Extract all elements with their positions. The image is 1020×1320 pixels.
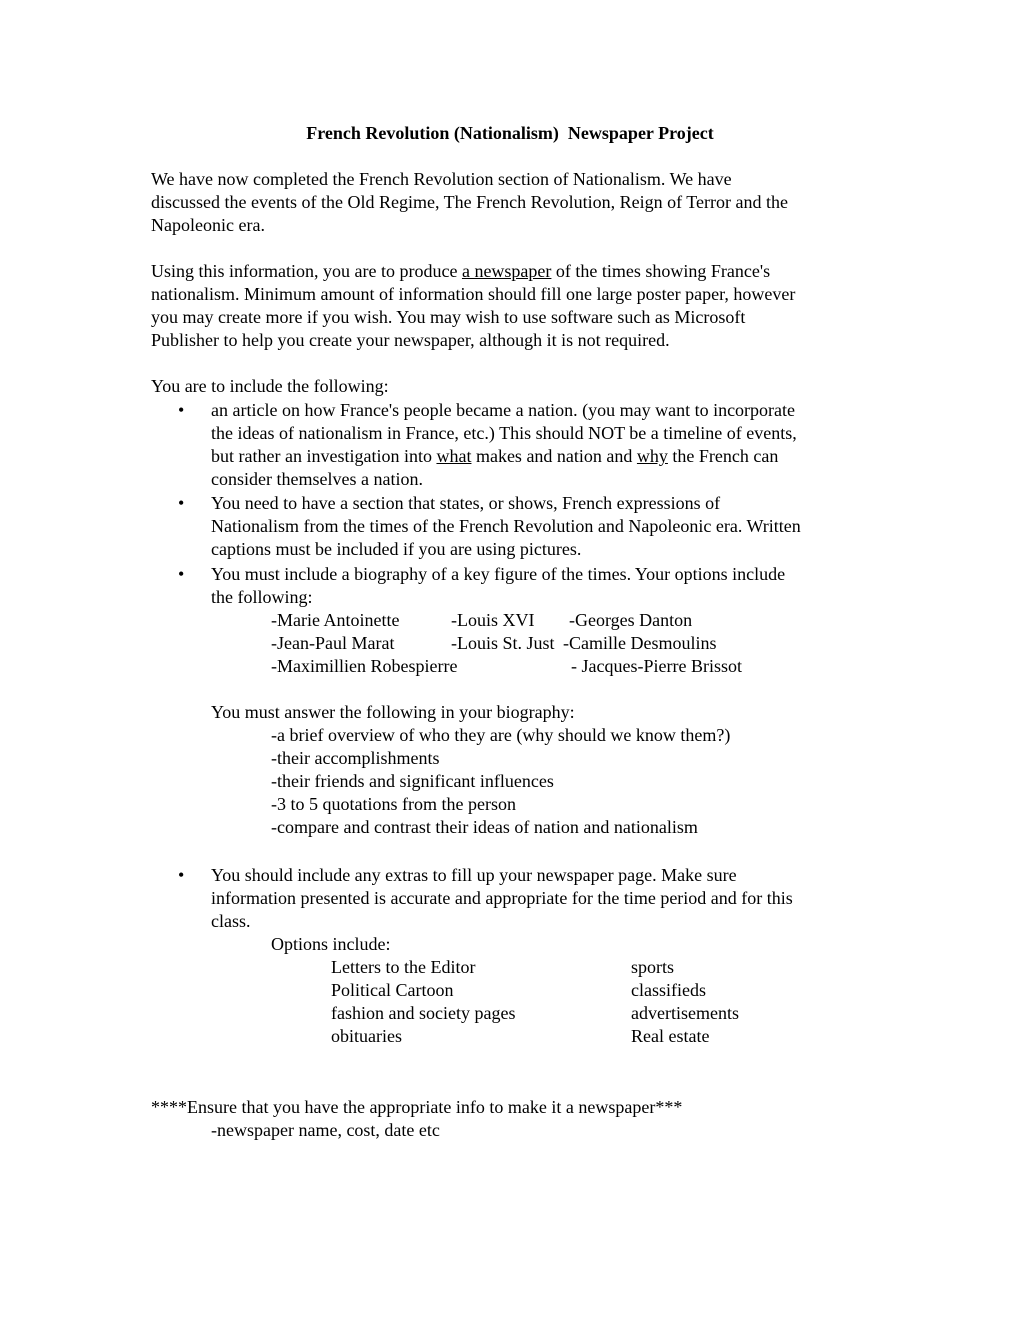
answer-item: -compare and contrast their ideas of nation and nationalism — [271, 817, 698, 837]
figure-option: - Jacques-Pierre Brissot — [571, 656, 742, 676]
para2-text-a: Using this information, you are to produce — [151, 261, 462, 281]
figure-option: -Louis St. Just — [451, 633, 555, 653]
options-heading: Options include: — [271, 934, 391, 954]
answer-item: -3 to 5 quotations from the person — [271, 794, 516, 814]
bullet2-line-2: Nationalism from the times of the French Revolution and Napoleonic era. Written — [211, 516, 801, 536]
intro-line-3: Napoleonic era. — [151, 215, 265, 235]
bullet1-line-4: consider themselves a nation. — [211, 469, 423, 489]
answer-heading: You must answer the following in your biography: — [211, 702, 575, 722]
figure-option: -Camille Desmoulins — [563, 633, 717, 653]
what-emphasis: what — [436, 446, 472, 466]
intro-line-1: We have now completed the French Revolution section of Nationalism. We have — [151, 169, 732, 189]
option-right: classifieds — [631, 980, 706, 1000]
para2-line-4: Publisher to help you create your newspaper, although it is not required. — [151, 330, 670, 350]
bullet1-line-1: an article on how France's people became a nation. (you may want to incorporate — [211, 400, 796, 420]
bullet1-line-2: the ideas of nationalism in France, etc.) This should NOT be a timeline of events, — [211, 423, 797, 443]
figure-option: -Marie Antoinette — [271, 610, 400, 630]
para2-line-3: you may create more if you wish. You may wish to use software such as Microsoft — [151, 307, 746, 327]
answer-item: -a brief overview of who they are (why should we know them?) — [271, 725, 731, 745]
bullet4-line-2: information presented is accurate and appropriate for the time period and for this — [211, 888, 793, 908]
bullet4-line-1: You should include any extras to fill up your newspaper page. Make sure — [211, 865, 737, 885]
bullet1-text-b: makes and nation and — [471, 446, 637, 466]
option-right: sports — [631, 957, 675, 977]
option-left: fashion and society pages — [331, 1003, 516, 1023]
figure-option: -Georges Danton — [569, 610, 693, 630]
figure-option: -Jean-Paul Marat — [271, 633, 395, 653]
option-left: Letters to the Editor — [331, 957, 476, 977]
option-right: Real estate — [631, 1026, 710, 1046]
bullet-dot-icon: • — [178, 564, 185, 584]
figure-option: -Maximillien Robespierre — [271, 656, 458, 676]
answer-item: -their friends and significant influences — [271, 771, 554, 791]
bullet3-line-1: You must include a biography of a key figure of the times. Your options include — [211, 564, 786, 584]
answer-item: -their accomplishments — [271, 748, 440, 768]
why-emphasis: why — [636, 446, 668, 466]
include-heading: You are to include the following: — [151, 376, 389, 396]
option-right: advertisements — [631, 1003, 739, 1023]
page-title: French Revolution (Nationalism) Newspaper Project — [306, 123, 714, 143]
bullet3-line-2: the following: — [211, 587, 313, 607]
option-left: Political Cartoon — [331, 980, 454, 1000]
bullet1-line-3 — [211, 445, 778, 468]
footer-line-1: ****Ensure that you have the appropriate info to make it a newspaper*** — [151, 1097, 683, 1117]
para2-line-2: nationalism. Minimum amount of information should fill one large poster paper, however — [151, 284, 796, 304]
bullet4-line-3: class. — [211, 911, 251, 931]
footer-line-2: -newspaper name, cost, date etc — [211, 1120, 440, 1140]
bullet1-text-a: but rather an investigation into — [211, 446, 437, 466]
bullet1-text-c: the French can — [667, 446, 779, 466]
figure-option: -Louis XVI — [451, 610, 535, 630]
newspaper-emphasis: a newspaper — [461, 261, 552, 281]
bullet-dot-icon: • — [178, 400, 185, 420]
bullet2-line-1: You need to have a section that states, or shows, French expressions of — [211, 493, 721, 513]
option-left: obituaries — [331, 1026, 402, 1046]
bullet-dot-icon: • — [178, 493, 185, 513]
bullet-dot-icon: • — [178, 865, 185, 885]
bullet2-line-3: captions must be included if you are using pictures. — [211, 539, 582, 559]
para2-line-1 — [151, 260, 770, 283]
intro-line-2: discussed the events of the Old Regime, The French Revolution, Reign of Terror and the — [151, 192, 788, 212]
para2-text-b: of the times showing France's — [551, 261, 771, 281]
